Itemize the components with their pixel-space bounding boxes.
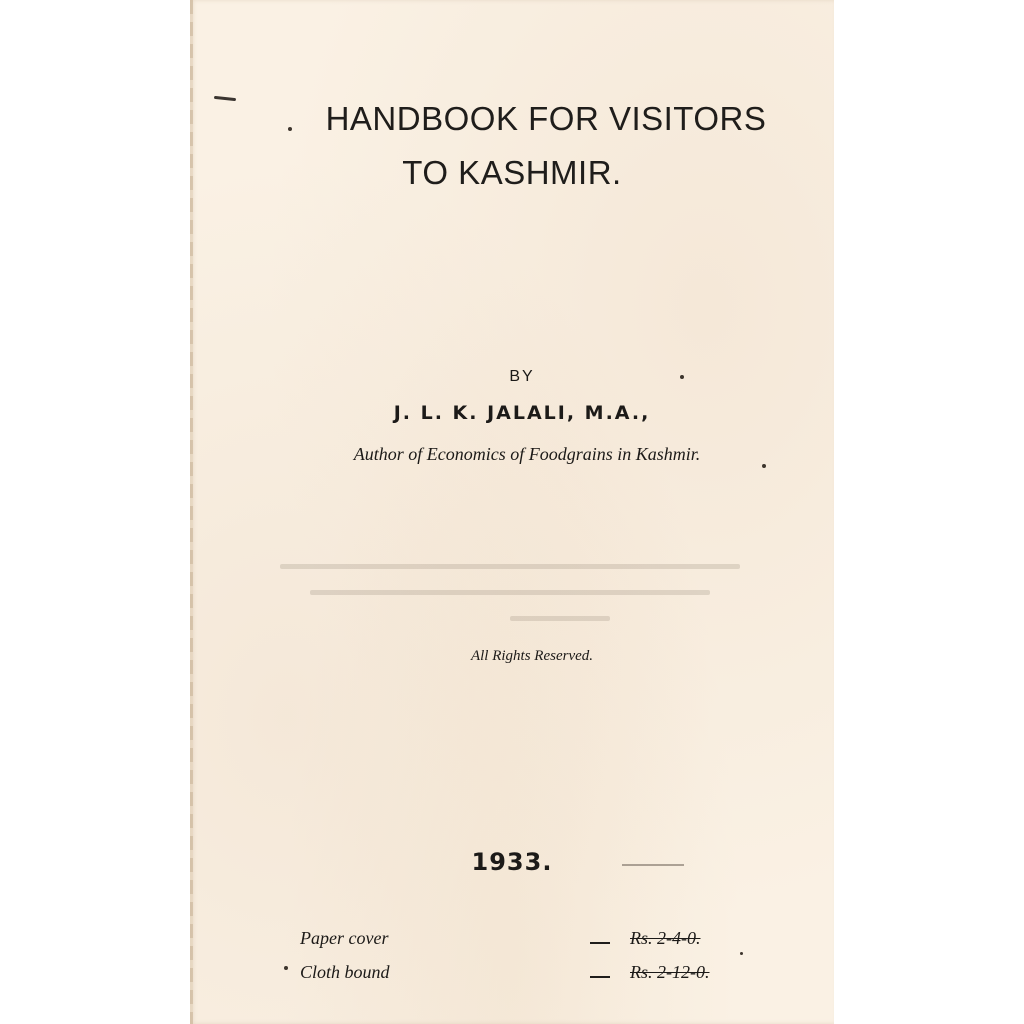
title-page	[190, 0, 834, 1024]
ink-mark	[622, 864, 684, 866]
ink-speck	[284, 966, 288, 970]
author-description: Author of Economics of Foodgrains in Kashmir.	[353, 444, 701, 464]
price-label: Paper cover	[300, 928, 389, 948]
price-row-cloth	[300, 962, 740, 992]
ink-speck	[680, 375, 684, 379]
author-name: J. L. K. JALALI, M.A.,	[393, 402, 651, 424]
byline: BY	[509, 368, 535, 385]
ink-speck	[762, 464, 766, 468]
price-label: Cloth bound	[300, 962, 390, 982]
book-title-line-2: TO KASHMIR.	[402, 154, 622, 191]
book-title	[190, 92, 834, 200]
price-row-paper	[300, 928, 740, 958]
price-leader-dash	[590, 942, 610, 944]
price-leader-dash	[590, 976, 610, 978]
faded-show-through-text	[280, 560, 760, 630]
ink-speck	[288, 127, 292, 131]
price-value: Rs. 2-12-0.	[630, 962, 710, 982]
book-title-line-1: HANDBOOK FOR VISITORS	[325, 100, 767, 137]
publication-year: 1933.	[471, 848, 553, 876]
ink-speck	[740, 952, 743, 955]
rights-notice: All Rights Reserved.	[470, 648, 594, 664]
price-value: Rs. 2-4-0.	[630, 928, 701, 948]
